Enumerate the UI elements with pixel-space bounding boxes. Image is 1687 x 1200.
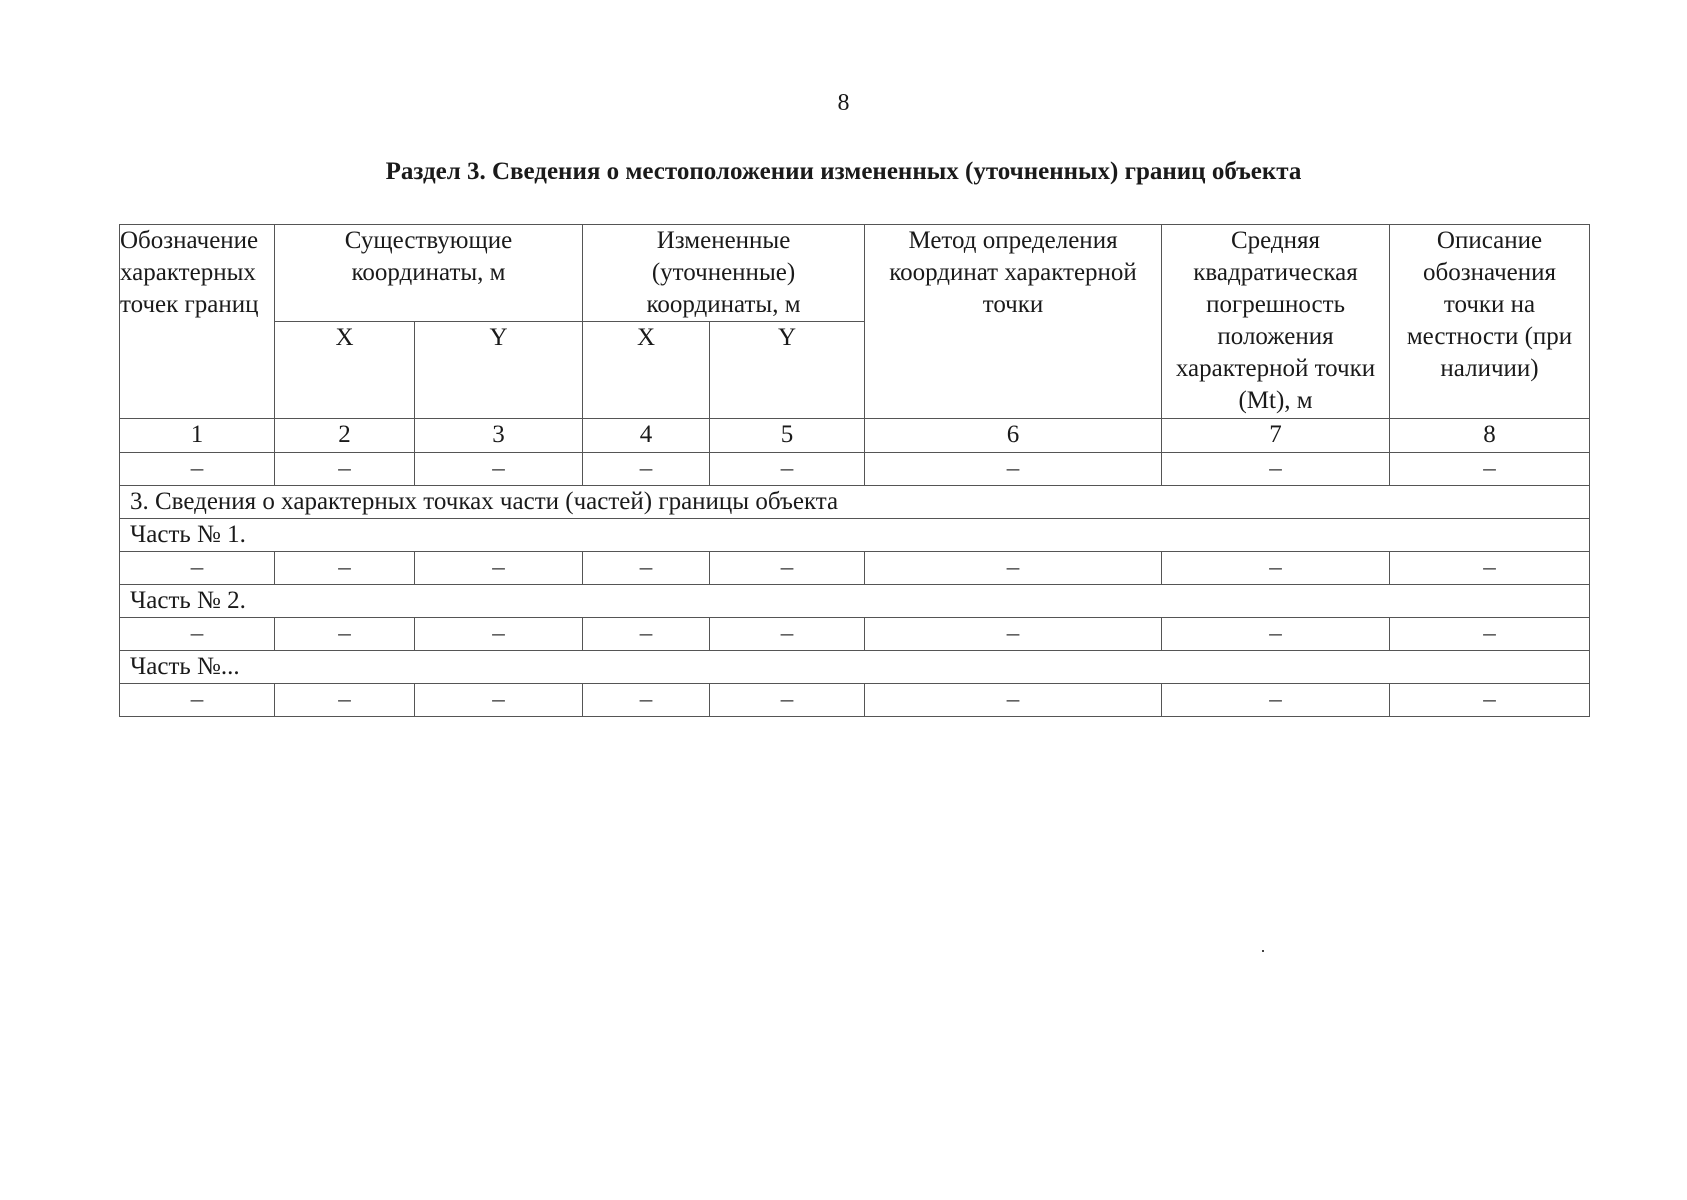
scan-speck xyxy=(1262,950,1264,952)
dash-cell: – xyxy=(1162,618,1390,651)
dash-cell: – xyxy=(1162,684,1390,717)
header-changed-coordinates: Измененные (уточненные) координаты, м xyxy=(583,225,865,322)
dash-cell: – xyxy=(120,453,275,486)
dash-cell: – xyxy=(583,453,710,486)
header-point-description: Описание обозначения точки на местности (при наличии) xyxy=(1390,225,1590,419)
header-changed-x: X xyxy=(583,322,710,419)
boundary-coordinates-table xyxy=(119,224,1590,717)
dash-cell: – xyxy=(865,552,1162,585)
header-changed-y: Y xyxy=(710,322,865,419)
column-number: 4 xyxy=(583,419,710,453)
dash-cell: – xyxy=(583,552,710,585)
dash-cell: – xyxy=(275,618,415,651)
part-label: Часть № 2. xyxy=(120,585,1590,618)
dash-cell: – xyxy=(710,684,865,717)
part-row xyxy=(120,519,1590,552)
dash-cell: – xyxy=(120,618,275,651)
dash-cell: – xyxy=(120,684,275,717)
table-row xyxy=(120,552,1590,585)
dash-cell: – xyxy=(1162,453,1390,486)
dash-cell: – xyxy=(415,618,583,651)
dash-cell: – xyxy=(583,684,710,717)
column-number: 3 xyxy=(415,419,583,453)
dash-cell: – xyxy=(1390,618,1590,651)
section-row-label: 3. Сведения о характерных точках части (частей) границы объекта xyxy=(120,486,1590,519)
column-number: 8 xyxy=(1390,419,1590,453)
header-existing-x: X xyxy=(275,322,415,419)
table-row xyxy=(120,453,1590,486)
dash-cell: – xyxy=(275,453,415,486)
dash-cell: – xyxy=(865,618,1162,651)
part-label: Часть №... xyxy=(120,651,1590,684)
header-method: Метод определения координат характерной точки xyxy=(865,225,1162,419)
table-header-row xyxy=(120,225,1590,322)
section-row xyxy=(120,486,1590,519)
dash-cell: – xyxy=(415,552,583,585)
dash-cell: – xyxy=(583,618,710,651)
dash-cell: – xyxy=(1162,552,1390,585)
column-numbers-row xyxy=(120,419,1590,453)
table-row xyxy=(120,684,1590,717)
dash-cell: – xyxy=(865,453,1162,486)
column-number: 2 xyxy=(275,419,415,453)
dash-cell: – xyxy=(710,453,865,486)
dash-cell: – xyxy=(415,453,583,486)
table-row xyxy=(120,618,1590,651)
page-number: 8 xyxy=(837,90,850,116)
dash-cell: – xyxy=(1390,453,1590,486)
column-number: 6 xyxy=(865,419,1162,453)
dash-cell: – xyxy=(120,552,275,585)
part-row xyxy=(120,651,1590,684)
dash-cell: – xyxy=(710,552,865,585)
dash-cell: – xyxy=(710,618,865,651)
header-existing-y: Y xyxy=(415,322,583,419)
column-number: 5 xyxy=(710,419,865,453)
column-number: 7 xyxy=(1162,419,1390,453)
dash-cell: – xyxy=(275,684,415,717)
column-number: 1 xyxy=(120,419,275,453)
part-row xyxy=(120,585,1590,618)
dash-cell: – xyxy=(1390,684,1590,717)
dash-cell: – xyxy=(1390,552,1590,585)
header-point-designation: Обозначение характерных точек границ xyxy=(120,225,275,419)
dash-cell: – xyxy=(275,552,415,585)
part-label: Часть № 1. xyxy=(120,519,1590,552)
header-existing-coordinates: Существующие координаты, м xyxy=(275,225,583,322)
section-title: Раздел 3. Сведения о местоположении измененных (уточненных) границ объекта xyxy=(385,158,1302,185)
dash-cell: – xyxy=(865,684,1162,717)
dash-cell: – xyxy=(415,684,583,717)
header-mean-square-error: Средняя квадратическая погрешность положения характерной точки (Mt), м xyxy=(1162,225,1390,419)
